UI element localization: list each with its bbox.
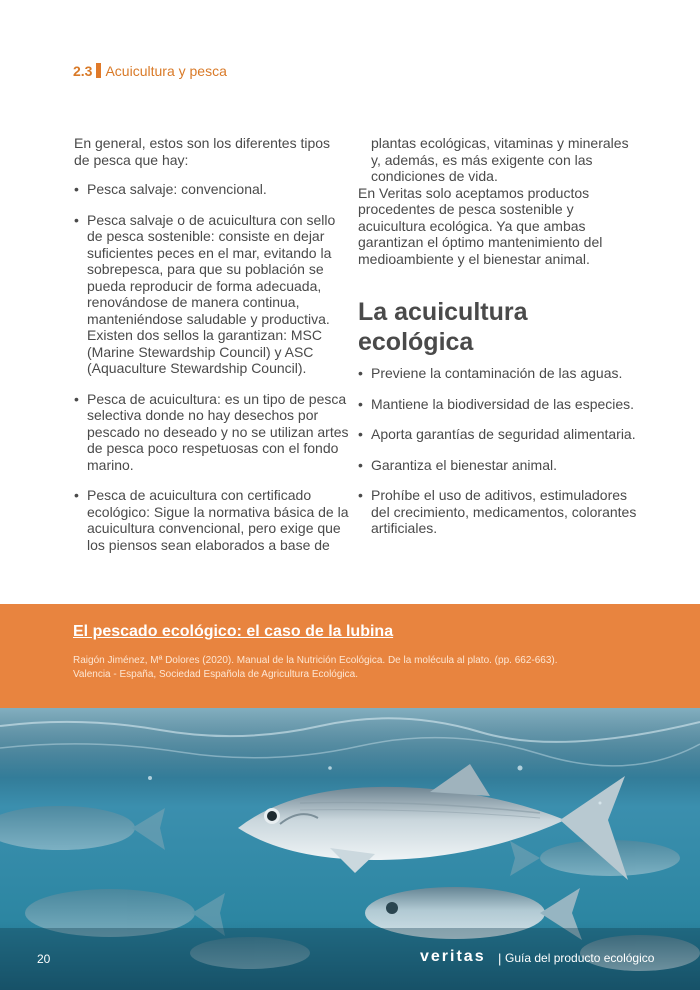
section-heading: La acuicultura ecológica	[358, 298, 528, 356]
section-label	[73, 63, 227, 79]
list-item: • Pesca salvaje o de acuicultura con sello de pesca sostenible: consiste en dejar suficientes peces en el mar, evitando la sobrepesca, para que su población se pueda reproducir de forma adecuada, renovándose de manera continua, manteniéndose saludable y productiva. Existen dos sellos la garantizan: MSC (Marine Stewardship Council) y ASC (Aquaculture Stewardship Council).	[74, 212, 349, 377]
brand-logo: veritas	[420, 948, 486, 965]
list-item: • Garantiza el bienestar animal.	[358, 457, 638, 474]
right-column	[358, 135, 638, 551]
page-number: 20	[37, 952, 51, 966]
fishing-types-list	[74, 181, 349, 553]
section-bar	[96, 63, 101, 78]
section-number: 2.3	[73, 63, 93, 79]
continuation-text: plantas ecológicas, vitaminas y minerales y, además, es más exigente con las condiciones de vida.	[371, 135, 629, 184]
intro-text: En general, estos son los diferentes tipos de pesca que hay:	[74, 135, 331, 168]
list-item: • Pesca salvaje: convencional.	[74, 181, 349, 198]
left-column	[74, 135, 349, 567]
reference-title-link[interactable]: El pescado ecológico: el caso de la lubina	[73, 623, 394, 640]
guide-title: Guía del producto ecológico	[505, 951, 655, 965]
fish-photo	[0, 708, 700, 990]
section-title: Acuicultura y pesca	[105, 63, 227, 79]
list-item: • Pesca de acuicultura: es un tipo de pesca selectiva donde no hay desechos por pescado no deseado y no se utilizan artes de pesca poco respetuosas con el fondo marino.	[74, 391, 349, 474]
list-item: • Prohíbe el uso de aditivos, estimuladores del crecimiento, medicamentos, colorantes artificiales.	[358, 487, 638, 537]
list-item: • Previene la contaminación de las aguas.	[358, 365, 638, 382]
underwater-fish-illustration	[0, 708, 700, 990]
footer-separator: |	[498, 951, 502, 966]
list-item: • Aporta garantías de seguridad alimentaria.	[358, 426, 638, 443]
list-item: • Mantiene la biodiversidad de las especies.	[358, 396, 638, 413]
veritas-paragraph: En Veritas solo aceptamos productos procedentes de pesca sostenible y acuicultura ecológica. Ya que ambas garantizan el óptimo mantenimiento del medioambiente y el bienestar animal.	[358, 184, 603, 267]
eco-aquaculture-list	[358, 365, 638, 537]
list-item: • Pesca de acuicultura con certificado ecológico: Sigue la normativa básica de la acuicultura convencional, pero exige que los piensos sean elaborados a base de	[74, 487, 349, 553]
reference-citation: Raigón Jiménez, Mª Dolores (2020). Manual de la Nutrición Ecológica. De la molécula al plato. (pp. 662-663). Valencia - España, Sociedad Española de Agricultura Ecológica.	[73, 655, 558, 680]
